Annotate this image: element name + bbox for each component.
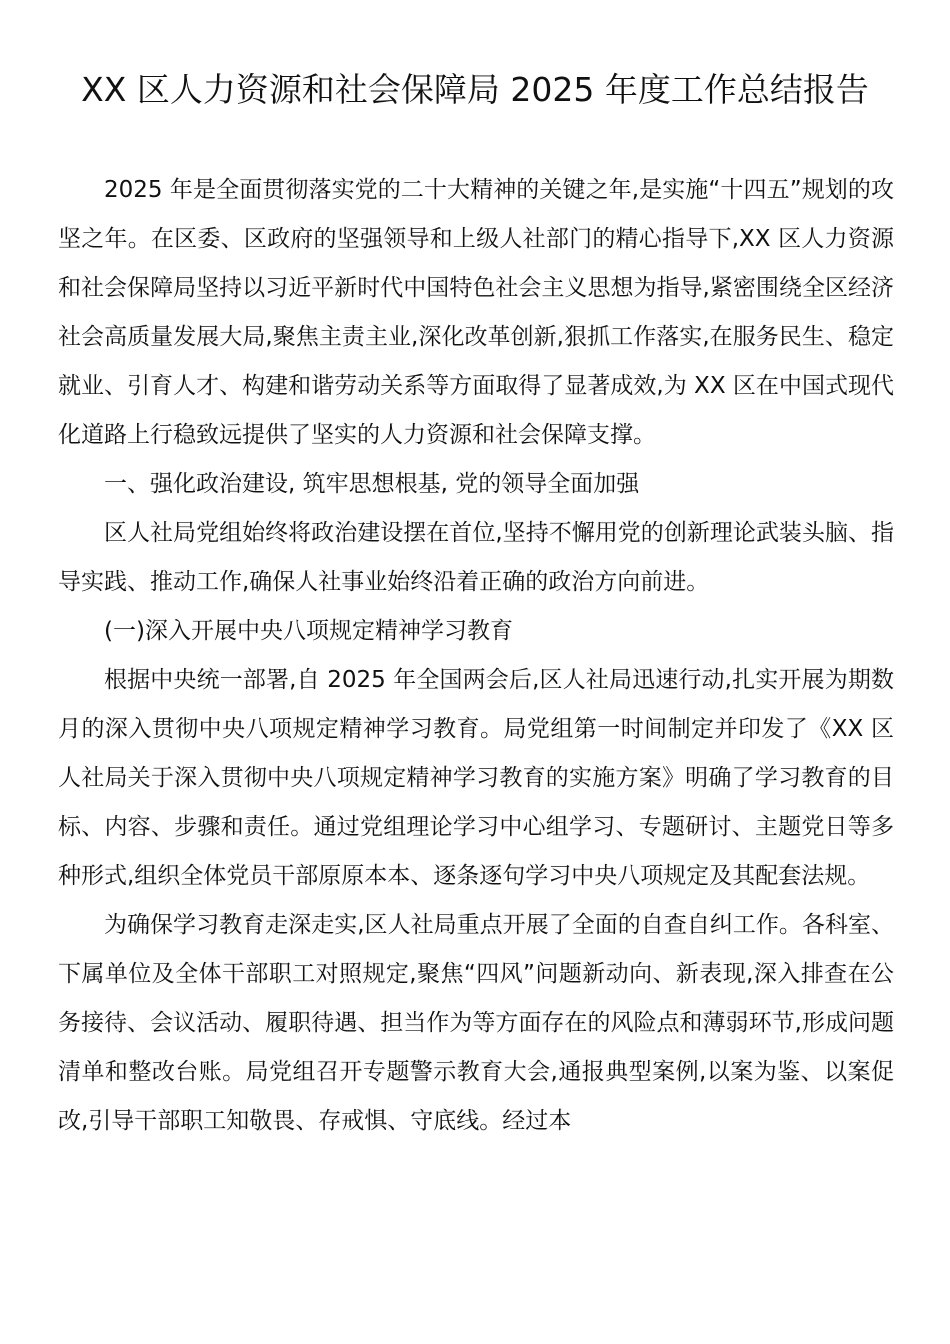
- document-title: XX 区人力资源和社会保障局 2025 年度工作总结报告: [81, 70, 869, 109]
- intro-paragraph: 2025 年是全面贯彻落实党的二十大精神的关键之年,是实施“十四五”规划的攻坚之年。在区委、区政府的坚强领导和上级人社部门的精心指导下,XX 区人力资源和社会保障局坚持以习近平新时代中国特色社会主义思想为指导,紧密围绕全区经济社会高质量发展大局,聚焦主责主业,深化改革创新,狠抓工作落实,在服务民生、稳定就业、引育人才、构建和谐劳动关系等方面取得了显著成效,为 XX 区在中国式现代化道路上行稳致远提供了坚实的人力资源和社会保障支撑。: [58, 177, 894, 448]
- subsection-1-paragraph-2: 为确保学习教育走深走实,区人社局重点开展了全面的自查自纠工作。各科室、下属单位及全体干部职工对照规定,聚焦“四风”问题新动向、新表现,深入排查在公务接待、会议活动、履职待遇、担当作为等方面存在的风险点和薄弱环节,形成问题清单和整改台账。局党组召开专题警示教育大会,通报典型案例,以案为鉴、以案促改,引导干部职工知敬畏、存戒惧、守底线。经过本: [58, 912, 894, 1134]
- section-1-paragraph: 区人社局党组始终将政治建设摆在首位,坚持不懈用党的创新理论武装头脑、指导实践、推动工作,确保人社事业始终沿着正确的政治方向前进。: [58, 520, 894, 595]
- document-body: [58, 166, 894, 1146]
- subsection-1-paragraph-1: 根据中央统一部署,自 2025 年全国两会后,区人社局迅速行动,扎实开展为期数月的深入贯彻中央八项规定精神学习教育。局党组第一时间制定并印发了《XX 区人社局关于深入贯彻中央八项规定精神学习教育的实施方案》明确了学习教育的目标、内容、步骤和责任。通过党组理论学习中心组学习、专题研讨、主题党日等多种形式,组织全体党员干部原原本本、逐条逐句学习中央八项规定及其配套法规。: [58, 667, 894, 889]
- section-heading-1: 一、强化政治建设, 筑牢思想根基, 党的领导全面加强: [104, 471, 640, 497]
- subsection-heading-1: (一)深入开展中央八项规定精神学习教育: [104, 618, 513, 644]
